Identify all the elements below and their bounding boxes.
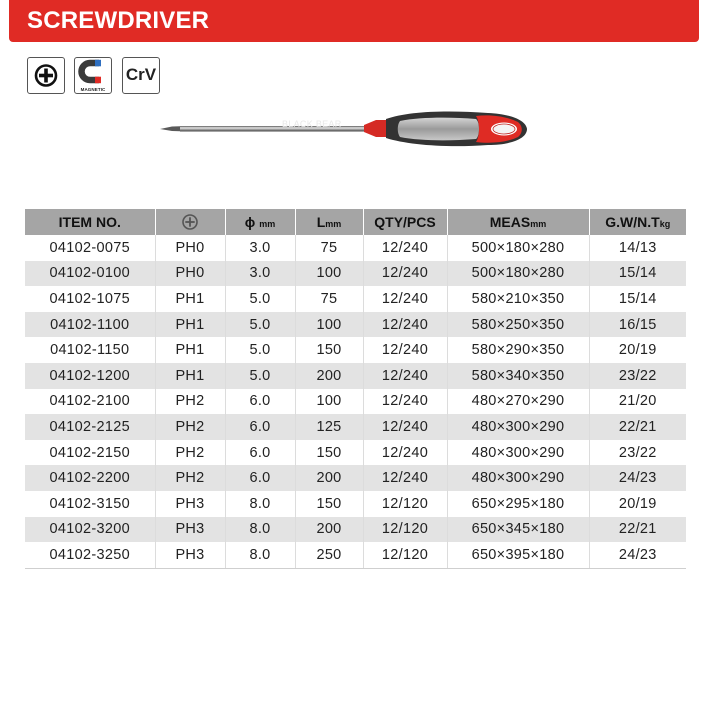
- length-cell: 100: [295, 389, 363, 415]
- phillips-cross-icon: [181, 213, 199, 231]
- meas-cell: 580×210×350: [447, 286, 589, 312]
- item-no-cell: 04102-3200: [25, 517, 155, 543]
- col-meas: [447, 209, 589, 235]
- meas-cell: 500×180×280: [447, 261, 589, 287]
- phillips-cross-icon: [27, 57, 65, 94]
- diameter-cell: 8.0: [225, 542, 295, 568]
- item-no-cell: 04102-1200: [25, 363, 155, 389]
- weight-cell: 23/22: [589, 440, 686, 466]
- qty-cell: 12/240: [363, 465, 447, 491]
- length-cell: 100: [295, 261, 363, 287]
- table-row: [25, 440, 686, 466]
- meas-cell: 650×395×180: [447, 542, 589, 568]
- brand-print: BLACK BEAR: [282, 119, 342, 129]
- table-row: [25, 465, 686, 491]
- diameter-cell: 3.0: [225, 235, 295, 261]
- tip-cell: PH3: [155, 491, 225, 517]
- weight-cell: 16/15: [589, 312, 686, 338]
- diameter-cell: 6.0: [225, 414, 295, 440]
- item-no-cell: 04102-2100: [49, 393, 130, 410]
- qty-cell: 12/240: [363, 440, 447, 466]
- length-cell: 125: [295, 414, 363, 440]
- title-bar: [9, 0, 699, 42]
- item-no-cell: 04102-2200: [25, 465, 155, 491]
- tip-cell: PH2: [155, 414, 225, 440]
- weight-label: G.W/N.T: [605, 214, 660, 230]
- table-row: [25, 414, 686, 440]
- weight-cell: 23/22: [589, 363, 686, 389]
- table-row: [25, 235, 686, 261]
- diameter-cell: 5.0: [225, 286, 295, 312]
- diameter-cell: 5.0: [225, 337, 295, 363]
- diameter-cell: 5.0: [225, 363, 295, 389]
- table-row: [25, 517, 686, 543]
- tip-cell: PH2: [155, 440, 225, 466]
- col-diameter: [225, 209, 295, 235]
- magnetic-badge: [74, 57, 112, 94]
- length-cell: 200: [295, 465, 363, 491]
- qty-cell: 12/240: [363, 363, 447, 389]
- col-qty: QTY/PCS: [363, 209, 447, 235]
- col-tip-type: [155, 209, 225, 235]
- diameter-cell: 6.0: [225, 440, 295, 466]
- qty-cell: 12/240: [363, 261, 447, 287]
- diameter-cell: 6.0: [225, 389, 295, 415]
- weight-cell: 22/21: [589, 517, 686, 543]
- qty-cell: 12/240: [363, 286, 447, 312]
- magnetic-label: MAGNETIC: [80, 87, 106, 92]
- qty-cell: 12/120: [363, 491, 447, 517]
- item-no-cell: 04102-2150: [49, 444, 130, 461]
- page-title: SCREWDRIVER: [27, 7, 210, 34]
- item-no-cell: 04102-0075: [49, 239, 130, 256]
- screwdriver-image: [158, 108, 532, 156]
- meas-cell: 650×295×180: [447, 491, 589, 517]
- length-cell: 75: [295, 286, 363, 312]
- tip-cell: PH0: [155, 261, 225, 287]
- length-symbol: L: [316, 214, 326, 230]
- length-cell: 150: [295, 337, 363, 363]
- diameter-cell: 8.0: [225, 491, 295, 517]
- spec-table: [25, 209, 686, 569]
- meas-cell: 480×270×290: [447, 389, 589, 415]
- table-row: [25, 389, 686, 415]
- tip-cell: PH0: [155, 235, 225, 261]
- length-cell: 150: [295, 491, 363, 517]
- item-no-cell: 04102-1075: [49, 290, 130, 307]
- item-no-cell: 04102-0100: [25, 261, 155, 287]
- qty-cell: 12/240: [363, 414, 447, 440]
- diameter-cell: 8.0: [225, 517, 295, 543]
- item-no-cell: 04102-3150: [49, 495, 130, 512]
- table-header-row: [25, 209, 686, 235]
- length-unit: mm: [325, 219, 342, 229]
- table-row: [25, 363, 686, 389]
- meas-cell: 580×250×350: [447, 312, 589, 338]
- weight-cell: 14/13: [589, 235, 686, 261]
- weight-cell: 20/19: [589, 337, 686, 363]
- qty-cell: 12/240: [363, 337, 447, 363]
- meas-unit: mm: [530, 219, 547, 229]
- table-row: [25, 542, 686, 568]
- col-item-no: ITEM NO.: [25, 209, 155, 235]
- tip-cell: PH1: [155, 286, 225, 312]
- item-no-cell: 04102-2125: [25, 414, 155, 440]
- meas-cell: 580×290×350: [447, 337, 589, 363]
- weight-cell: 20/19: [589, 491, 686, 517]
- weight-unit: kg: [659, 219, 671, 229]
- weight-cell: 15/14: [589, 261, 686, 287]
- weight-cell: 15/14: [589, 286, 686, 312]
- material-badge: [122, 57, 160, 94]
- item-no-cell: 04102-3250: [25, 542, 155, 568]
- meas-cell: 480×300×290: [447, 465, 589, 491]
- magnet-icon: [75, 58, 111, 88]
- length-cell: 150: [295, 440, 363, 466]
- weight-cell: 21/20: [589, 389, 686, 415]
- tip-cell: PH3: [155, 542, 225, 568]
- diameter-cell: 6.0: [225, 465, 295, 491]
- diameter-cell: 5.0: [225, 312, 295, 338]
- tip-cell: PH1: [155, 363, 225, 389]
- material-label: CrV: [125, 65, 157, 84]
- qty-cell: 12/240: [363, 389, 447, 415]
- table-row: [25, 312, 686, 338]
- tip-cell: PH2: [155, 389, 225, 415]
- tip-cell: PH1: [155, 337, 225, 363]
- qty-cell: 12/120: [363, 517, 447, 543]
- meas-cell: 580×340×350: [447, 363, 589, 389]
- meas-cell: 480×300×290: [447, 440, 589, 466]
- length-cell: 200: [295, 517, 363, 543]
- col-weight: [589, 209, 686, 235]
- length-cell: 100: [295, 312, 363, 338]
- meas-cell: 500×180×280: [447, 235, 589, 261]
- weight-cell: 24/23: [589, 542, 686, 568]
- table-row: [25, 286, 686, 312]
- table-row: [25, 337, 686, 363]
- diameter-cell: 3.0: [225, 261, 295, 287]
- spec-table-body: [25, 235, 686, 568]
- qty-cell: 12/240: [363, 235, 447, 261]
- tip-cell: PH2: [155, 465, 225, 491]
- length-cell: 200: [295, 363, 363, 389]
- meas-label: MEAS: [489, 214, 531, 230]
- table-row: [25, 261, 686, 287]
- tip-cell: PH1: [155, 312, 225, 338]
- col-length: [295, 209, 363, 235]
- item-no-cell: 04102-1100: [25, 312, 155, 338]
- meas-cell: 650×345×180: [447, 517, 589, 543]
- table-row: [25, 491, 686, 517]
- tip-cell: PH3: [155, 517, 225, 543]
- diameter-symbol: ϕ: [244, 214, 256, 230]
- meas-cell: 480×300×290: [447, 414, 589, 440]
- length-cell: 75: [295, 235, 363, 261]
- qty-cell: 12/240: [363, 312, 447, 338]
- item-no-cell: 04102-1150: [50, 342, 130, 359]
- weight-cell: 22/21: [589, 414, 686, 440]
- weight-cell: 24/23: [589, 465, 686, 491]
- diameter-unit: mm: [259, 219, 276, 229]
- qty-cell: 12/120: [363, 542, 447, 568]
- length-cell: 250: [295, 542, 363, 568]
